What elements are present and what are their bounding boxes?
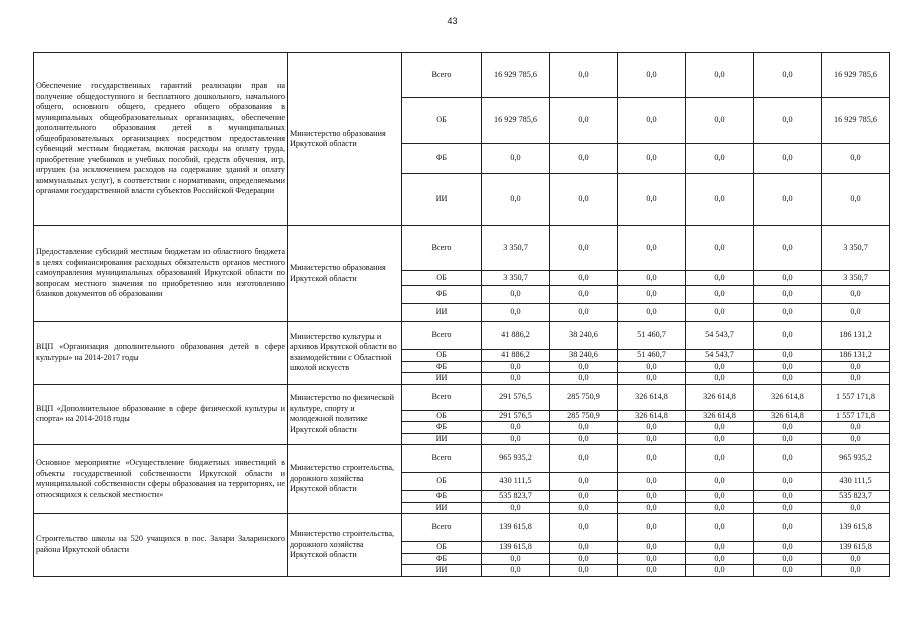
year-value: 0,0 [550, 514, 618, 542]
funding-source: ИИ [402, 433, 482, 445]
year-value: 0,0 [618, 271, 686, 286]
year-value: 41 886,2 [482, 350, 550, 362]
year-value: 3 350,7 [482, 271, 550, 286]
year-value: 0,0 [754, 553, 822, 565]
funding-source: ОБ [402, 350, 482, 362]
year-value: 0,0 [686, 542, 754, 554]
year-value: 0,0 [686, 565, 754, 577]
funding-source: Всего [402, 384, 482, 410]
year-value: 0,0 [754, 361, 822, 373]
total-value: 0,0 [822, 565, 890, 577]
funding-source: ИИ [402, 304, 482, 322]
year-value: 0,0 [550, 433, 618, 445]
total-value: 0,0 [822, 174, 890, 226]
year-value: 0,0 [686, 174, 754, 226]
year-value: 0,0 [754, 304, 822, 322]
year-value: 0,0 [550, 473, 618, 491]
year-value: 0,0 [754, 514, 822, 542]
year-value: 535 823,7 [482, 491, 550, 503]
year-value: 0,0 [754, 322, 822, 350]
total-value: 186 131,2 [822, 322, 890, 350]
year-value: 0,0 [482, 422, 550, 434]
year-value: 0,0 [482, 565, 550, 577]
table-row [34, 384, 890, 410]
year-value: 326 614,8 [618, 410, 686, 422]
year-value: 285 750,9 [550, 384, 618, 410]
year-value: 965 935,2 [482, 445, 550, 473]
year-value: 0,0 [618, 361, 686, 373]
year-value: 0,0 [618, 144, 686, 174]
program-description: Строительство школы на 520 учащихся в пос. Залари Заларинского района Иркутской области [34, 514, 288, 577]
total-value: 0,0 [822, 502, 890, 514]
responsible-agency: Министерство по физической культуре, спорту и молодежной политике Иркутской области [288, 384, 402, 445]
year-value: 0,0 [686, 304, 754, 322]
year-value: 0,0 [550, 361, 618, 373]
table-row [34, 514, 890, 542]
total-value: 535 823,7 [822, 491, 890, 503]
year-value: 326 614,8 [686, 384, 754, 410]
year-value: 0,0 [618, 565, 686, 577]
year-value: 0,0 [618, 226, 686, 271]
year-value: 0,0 [686, 361, 754, 373]
year-value: 0,0 [550, 286, 618, 304]
funding-source: ФБ [402, 491, 482, 503]
year-value: 0,0 [686, 433, 754, 445]
year-value: 0,0 [618, 304, 686, 322]
year-value: 0,0 [550, 502, 618, 514]
responsible-agency: Министерство строительства, дорожного хозяйства Иркутской области [288, 445, 402, 514]
year-value: 0,0 [618, 433, 686, 445]
year-value: 291 576,5 [482, 410, 550, 422]
year-value: 0,0 [618, 473, 686, 491]
funding-source: ИИ [402, 373, 482, 385]
year-value: 0,0 [550, 53, 618, 98]
year-value: 0,0 [550, 553, 618, 565]
funding-source: ОБ [402, 271, 482, 286]
year-value: 0,0 [754, 373, 822, 385]
year-value: 0,0 [754, 144, 822, 174]
total-value: 1 557 171,8 [822, 410, 890, 422]
funding-source: ОБ [402, 98, 482, 144]
year-value: 0,0 [686, 502, 754, 514]
funding-source: Всего [402, 514, 482, 542]
year-value: 0,0 [618, 174, 686, 226]
year-value: 0,0 [482, 144, 550, 174]
year-value: 0,0 [618, 514, 686, 542]
program-description: Предоставление субсидий местным бюджетам из областного бюджета в целях софинансирования расходных обязательств органов местного самоуправления муниципальных образований Иркутской области по вопросам местного значения по приобретению или изготовлению бланков документов об образовании [34, 226, 288, 322]
year-value: 0,0 [482, 286, 550, 304]
year-value: 16 929 785,6 [482, 98, 550, 144]
year-value: 0,0 [482, 174, 550, 226]
year-value: 54 543,7 [686, 350, 754, 362]
year-value: 0,0 [482, 304, 550, 322]
total-value: 0,0 [822, 422, 890, 434]
year-value: 0,0 [482, 433, 550, 445]
funding-source: Всего [402, 322, 482, 350]
year-value: 0,0 [754, 473, 822, 491]
total-value: 965 935,2 [822, 445, 890, 473]
table-row [34, 322, 890, 350]
total-value: 0,0 [822, 553, 890, 565]
year-value: 0,0 [550, 98, 618, 144]
year-value: 0,0 [754, 271, 822, 286]
year-value: 0,0 [754, 542, 822, 554]
table-row [34, 226, 890, 271]
year-value: 0,0 [550, 445, 618, 473]
funding-source: ИИ [402, 565, 482, 577]
total-value: 3 350,7 [822, 226, 890, 271]
total-value: 139 615,8 [822, 542, 890, 554]
funding-source: ФБ [402, 144, 482, 174]
year-value: 0,0 [686, 491, 754, 503]
year-value: 139 615,8 [482, 542, 550, 554]
year-value: 326 614,8 [686, 410, 754, 422]
total-value: 0,0 [822, 304, 890, 322]
year-value: 0,0 [686, 373, 754, 385]
total-value: 0,0 [822, 361, 890, 373]
year-value: 0,0 [754, 174, 822, 226]
total-value: 430 111,5 [822, 473, 890, 491]
funding-source: ОБ [402, 542, 482, 554]
year-value: 0,0 [686, 422, 754, 434]
year-value: 0,0 [618, 542, 686, 554]
funding-source: Всего [402, 226, 482, 271]
year-value: 0,0 [754, 226, 822, 271]
funding-source: ИИ [402, 174, 482, 226]
year-value: 0,0 [550, 422, 618, 434]
year-value: 0,0 [618, 553, 686, 565]
funding-source: ИИ [402, 502, 482, 514]
year-value: 3 350,7 [482, 226, 550, 271]
year-value: 139 615,8 [482, 514, 550, 542]
funding-source: ФБ [402, 286, 482, 304]
total-value: 0,0 [822, 144, 890, 174]
total-value: 3 350,7 [822, 271, 890, 286]
responsible-agency: Министерство образования Иркутской области [288, 226, 402, 322]
year-value: 0,0 [686, 53, 754, 98]
year-value: 0,0 [754, 98, 822, 144]
year-value: 0,0 [686, 98, 754, 144]
year-value: 51 460,7 [618, 350, 686, 362]
program-description: ВЦП «Организация дополнительного образования детей в сфере культуры» на 2014-2017 годы [34, 322, 288, 385]
funding-source: ОБ [402, 473, 482, 491]
year-value: 0,0 [754, 445, 822, 473]
budget-table [33, 52, 890, 577]
year-value: 0,0 [686, 445, 754, 473]
year-value: 0,0 [754, 286, 822, 304]
year-value: 285 750,9 [550, 410, 618, 422]
year-value: 0,0 [482, 553, 550, 565]
year-value: 0,0 [754, 491, 822, 503]
year-value: 0,0 [550, 226, 618, 271]
year-value: 38 240,6 [550, 322, 618, 350]
funding-source: ФБ [402, 553, 482, 565]
year-value: 0,0 [754, 502, 822, 514]
year-value: 0,0 [618, 491, 686, 503]
year-value: 51 460,7 [618, 322, 686, 350]
total-value: 186 131,2 [822, 350, 890, 362]
year-value: 16 929 785,6 [482, 53, 550, 98]
year-value: 0,0 [618, 502, 686, 514]
year-value: 0,0 [482, 373, 550, 385]
year-value: 0,0 [550, 144, 618, 174]
page-number: 43 [447, 16, 458, 26]
program-description: ВЦП «Дополнительное образование в сфере физической культуры и спорта» на 2014-2018 годы [34, 384, 288, 445]
year-value: 291 576,5 [482, 384, 550, 410]
year-value: 0,0 [618, 286, 686, 304]
year-value: 0,0 [618, 53, 686, 98]
responsible-agency: Министерство строительства, дорожного хозяйства Иркутской области [288, 514, 402, 577]
total-value: 0,0 [822, 373, 890, 385]
year-value: 0,0 [754, 53, 822, 98]
program-description: Основное мероприятие «Осуществление бюджетных инвестиций в объекты государственной собственности Иркутской области и муниципальной собственности сферы образования на территориях, не относящихся к сельской местности» [34, 445, 288, 514]
year-value: 0,0 [550, 542, 618, 554]
year-value: 0,0 [754, 433, 822, 445]
total-value: 16 929 785,6 [822, 53, 890, 98]
year-value: 0,0 [618, 422, 686, 434]
funding-source: ОБ [402, 410, 482, 422]
total-value: 16 929 785,6 [822, 98, 890, 144]
table-row [34, 445, 890, 473]
year-value: 0,0 [618, 445, 686, 473]
year-value: 0,0 [550, 491, 618, 503]
year-value: 326 614,8 [754, 410, 822, 422]
funding-source: ФБ [402, 361, 482, 373]
responsible-agency: Министерство образования Иркутской области [288, 53, 402, 226]
year-value: 0,0 [686, 553, 754, 565]
year-value: 430 111,5 [482, 473, 550, 491]
funding-source: Всего [402, 445, 482, 473]
year-value: 0,0 [686, 271, 754, 286]
responsible-agency: Министерство культуры и архивов Иркутской области во взаимодействии с Областной школой искусств [288, 322, 402, 385]
year-value: 0,0 [686, 473, 754, 491]
total-value: 0,0 [822, 286, 890, 304]
year-value: 0,0 [754, 422, 822, 434]
year-value: 41 886,2 [482, 322, 550, 350]
year-value: 326 614,8 [618, 384, 686, 410]
year-value: 0,0 [686, 144, 754, 174]
year-value: 0,0 [618, 373, 686, 385]
funding-source: ФБ [402, 422, 482, 434]
total-value: 139 615,8 [822, 514, 890, 542]
year-value: 0,0 [686, 226, 754, 271]
year-value: 0,0 [550, 174, 618, 226]
year-value: 0,0 [550, 304, 618, 322]
year-value: 0,0 [686, 286, 754, 304]
program-description: Обеспечение государственных гарантий реализации прав на получение общедоступного и бесплатного дошкольного, начального общего, основного общего, среднего общего образования в муниципальных общеобразовательных организациях, обеспечение дополнительного образования детей в муниципальных общеобразовательных организациях посредством предоставления субвенций местным бюджетам, включая расходы на оплату труда, приобретение учебников и учебных пособий, средств обучения, игр, игрушек (за исключением расходов на содержание зданий и оплату коммунальных услуг), в соответствии с нормативами, определяемыми органами государственной власти субъектов Российской Федерации [34, 53, 288, 226]
year-value: 38 240,6 [550, 350, 618, 362]
year-value: 0,0 [754, 350, 822, 362]
year-value: 0,0 [618, 98, 686, 144]
total-value: 0,0 [822, 433, 890, 445]
year-value: 0,0 [550, 373, 618, 385]
year-value: 326 614,8 [754, 384, 822, 410]
year-value: 0,0 [550, 271, 618, 286]
year-value: 0,0 [550, 565, 618, 577]
year-value: 0,0 [754, 565, 822, 577]
table-row [34, 53, 890, 98]
total-value: 1 557 171,8 [822, 384, 890, 410]
year-value: 0,0 [686, 514, 754, 542]
year-value: 0,0 [482, 361, 550, 373]
year-value: 0,0 [482, 502, 550, 514]
year-value: 54 543,7 [686, 322, 754, 350]
budget-table-body [34, 53, 890, 577]
funding-source: Всего [402, 53, 482, 98]
